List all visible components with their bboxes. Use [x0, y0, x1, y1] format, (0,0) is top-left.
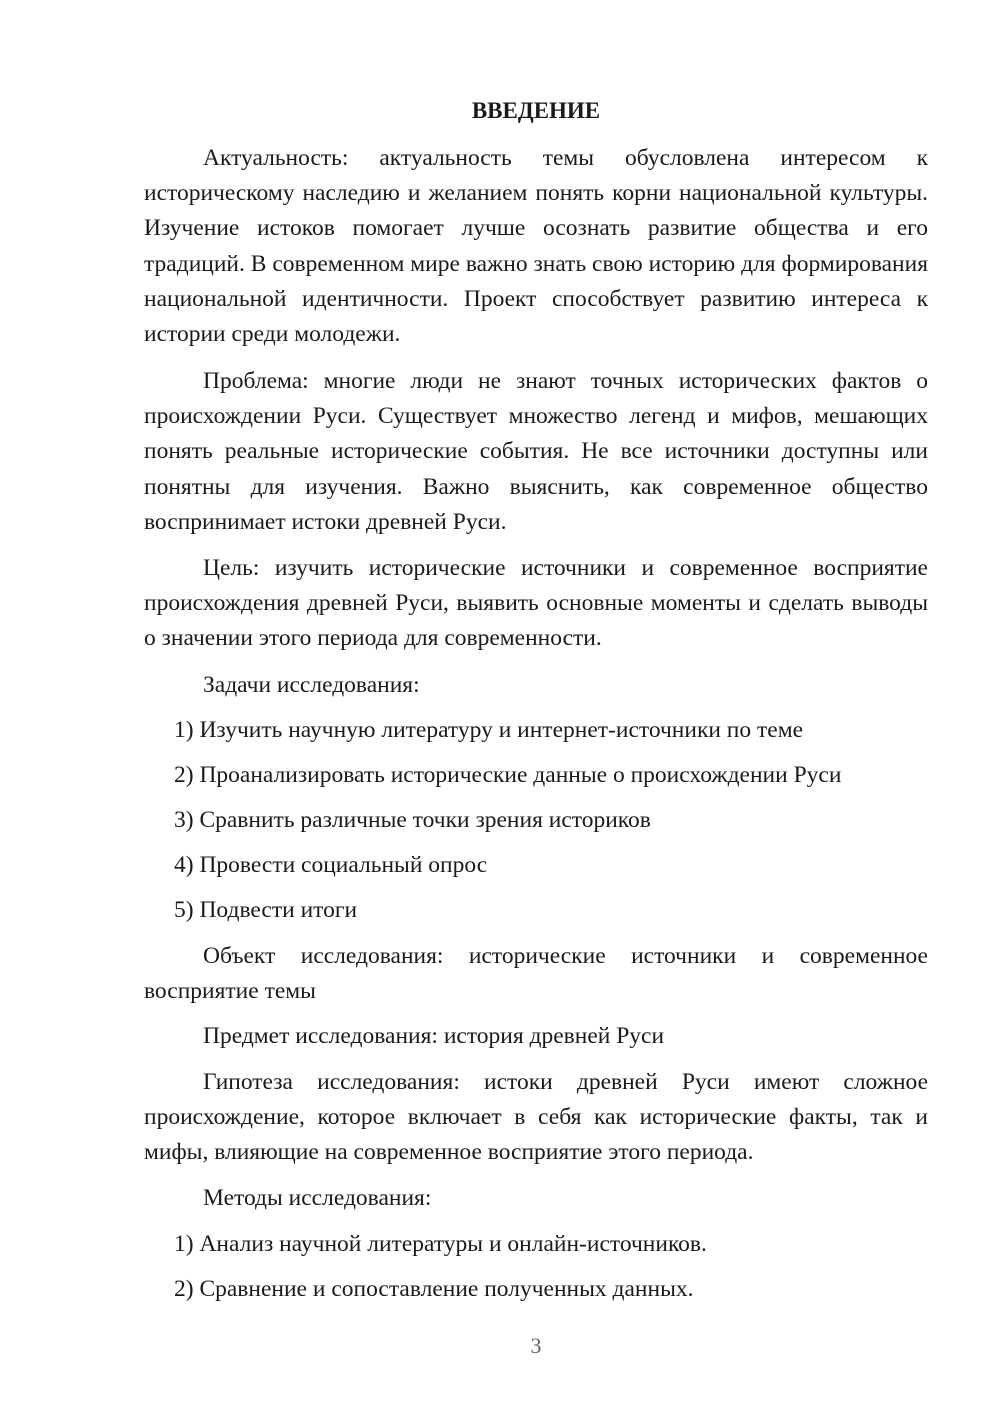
task-item: 2) Проанализировать исторические данные о происхождении Руси — [174, 762, 842, 788]
method-item: 2) Сравнение и сопоставление полученных данных. — [174, 1276, 694, 1302]
relevance-paragraph: Актуальность: актуальность темы обусловлена интересом к историческому наследию и желанием понять корни национальной культуры. Изучение истоков помогает лучше осознать развитие общества и его традиций. В современном мире важно знать свою историю для формирования национальной идентичности. Проект способствует развитию интереса к истории среди молодежи. — [144, 145, 928, 348]
task-item: 3) Сравнить различные точки зрения историков — [174, 807, 651, 833]
object-paragraph: Объект исследования: исторические источники и современное восприятие темы — [144, 943, 928, 1005]
method-item: 1) Анализ научной литературы и онлайн-источников. — [174, 1231, 707, 1257]
goal-paragraph: Цель: изучить исторические источники и современное восприятие происхождения древней Руси, выявить основные моменты и сделать выводы о значении этого периода для современности. — [144, 555, 928, 652]
methods-heading: Методы исследования: — [203, 1185, 432, 1211]
task-item: 4) Провести социальный опрос — [174, 852, 488, 878]
tasks-heading: Задачи исследования: — [203, 672, 420, 698]
page-number: 3 — [530, 1333, 542, 1358]
hypothesis-paragraph: Гипотеза исследования: истоки древней Руси имеют сложное происхождение, которое включает в себя как исторические факты, так и мифы, влияющие на современное восприятие этого периода. — [144, 1069, 928, 1166]
task-item: 5) Подвести итоги — [174, 897, 358, 923]
subject-line: Предмет исследования: история древней Руси — [203, 1023, 665, 1049]
task-item: 1) Изучить научную литературу и интернет-источники по теме — [174, 717, 804, 743]
page-title: ВВЕДЕНИЕ — [471, 98, 601, 123]
problem-paragraph: Проблема: многие люди не знают точных исторических фактов о происхождении Руси. Существует множество легенд и мифов, мешающих понять реальные исторические события. Не все источники доступны или понятны для изучения. Важно выяснить, как современное общество воспринимает истоки древней Руси. — [144, 368, 928, 535]
